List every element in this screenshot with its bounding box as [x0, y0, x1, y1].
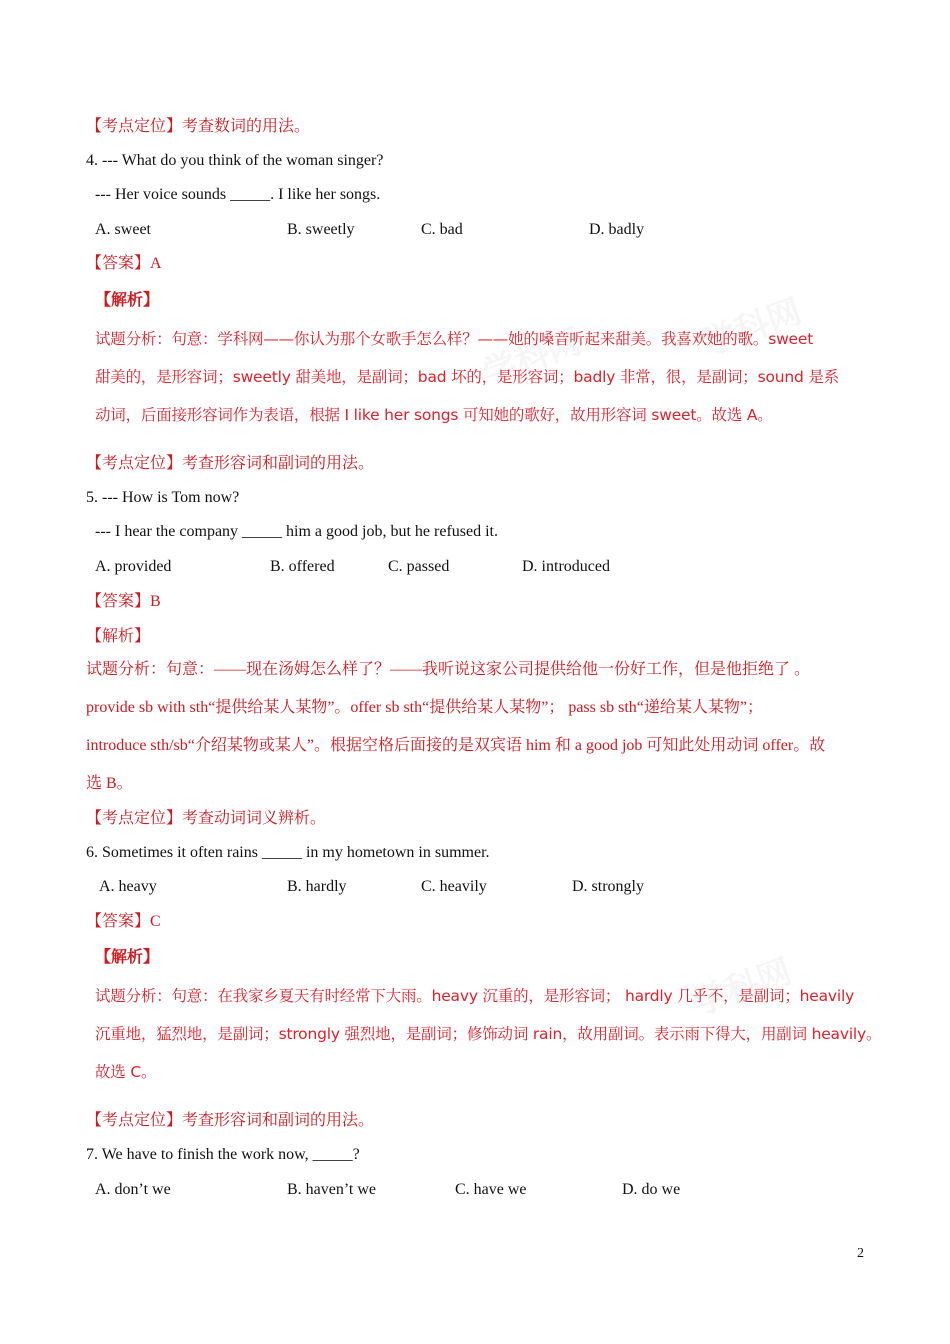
q5-answer: 【答案】B [86, 593, 161, 610]
q5-analysis-line: 试题分析：句意：——现在汤姆怎么样了？——我听说这家公司提供给他一份好工作，但是他拒绝了 。 [86, 661, 811, 678]
q6-option-a: A. heavy [99, 878, 157, 895]
question-4-line2: --- Her voice sounds _____. I like her songs. [95, 186, 381, 203]
q7-option-c: C. have we [455, 1181, 527, 1198]
q5-option-d: D. introduced [522, 558, 610, 575]
question-7: 7. We have to finish the work now, _____? [86, 1146, 360, 1163]
q4-option-b: B. sweetly [287, 221, 355, 238]
q4-answer: 【答案】A [86, 255, 162, 272]
question-5: 5. --- How is Tom now? [86, 489, 240, 506]
q6-analysis-line: 沉重地，猛烈地，是副词；strongly 强烈地，是副词；修饰动词 rain，故用副词。表示雨下得大，用副词 heavily。 [95, 1025, 882, 1043]
q6-analysis-line: 故选 C。 [95, 1063, 157, 1081]
watermark: 学科网 [687, 951, 797, 1025]
q4-analysis-heading: 【解析】 [95, 292, 160, 309]
q4-analysis-line: 试题分析：句意：学科网——你认为那个女歌手怎么样？——她的嗓音听起来甜美。我喜欢她的歌。sweet [95, 330, 814, 348]
q5-analysis-line: introduce sth/sb“介绍某物或某人”。根据空格后面接的是双宾语 him 和 a good job 可知此处用动词 offer。故 [86, 737, 826, 754]
watermark: 学科网 [477, 321, 587, 395]
q4-option-d: D. badly [589, 221, 645, 238]
question-6: 6. Sometimes it often rains _____ in my hometown in summer. [86, 844, 490, 861]
q6-analysis-line: 试题分析：句意：在我家乡夏天有时经常下大雨。heavy 沉重的，是形容词； hardly 几乎不，是副词；heavily [95, 987, 855, 1005]
q6-option-d: D. strongly [572, 878, 644, 895]
q4-kaodian: 【考点定位】考查形容词和副词的用法。 [86, 455, 375, 472]
q5-kaodian: 【考点定位】考查动词词义辨析。 [86, 810, 327, 827]
q5-analysis-line: provide sb with sth“提供给某人某物”。offer sb sth“提供给某人某物”； pass sb sth“递给某人某物”； [86, 699, 763, 716]
q6-option-c: C. heavily [421, 878, 487, 895]
q5-option-a: A. provided [95, 558, 172, 575]
q6-analysis-heading: 【解析】 [95, 949, 160, 966]
question-4: 4. --- What do you think of the woman singer? [86, 152, 384, 169]
q5-option-b: B. offered [270, 558, 335, 575]
question-5-line2: --- I hear the company _____ him a good job, but he refused it. [95, 523, 498, 540]
q5-analysis-heading: 【解析】 [86, 628, 151, 645]
q7-option-b: B. haven’t we [287, 1181, 377, 1198]
q7-option-d: D. do we [622, 1181, 681, 1198]
page-number: 2 [857, 1246, 864, 1261]
q6-option-b: B. hardly [287, 878, 347, 895]
q4-option-a: A. sweet [95, 221, 151, 238]
q4-analysis-line: 动词，后面接形容词作为表语，根据 I like her songs 可知她的歌好，故用形容词 sweet。故选 A。 [95, 406, 773, 424]
kaodian-3: 【考点定位】考查数词的用法。 [86, 118, 311, 135]
q6-answer: 【答案】C [86, 913, 161, 930]
q5-option-c: C. passed [388, 558, 450, 575]
q4-option-c: C. bad [421, 221, 463, 238]
q5-analysis-line: 选 B。 [86, 775, 133, 792]
watermark: 学科网 [697, 291, 807, 365]
q7-option-a: A. don’t we [95, 1181, 171, 1198]
q4-analysis-line: 甜美的，是形容词；sweetly 甜美地，是副词；bad 坏的，是形容词；badly 非常，很，是副词；sound 是系 [95, 368, 839, 386]
q6-kaodian: 【考点定位】考查形容词和副词的用法。 [86, 1112, 375, 1129]
